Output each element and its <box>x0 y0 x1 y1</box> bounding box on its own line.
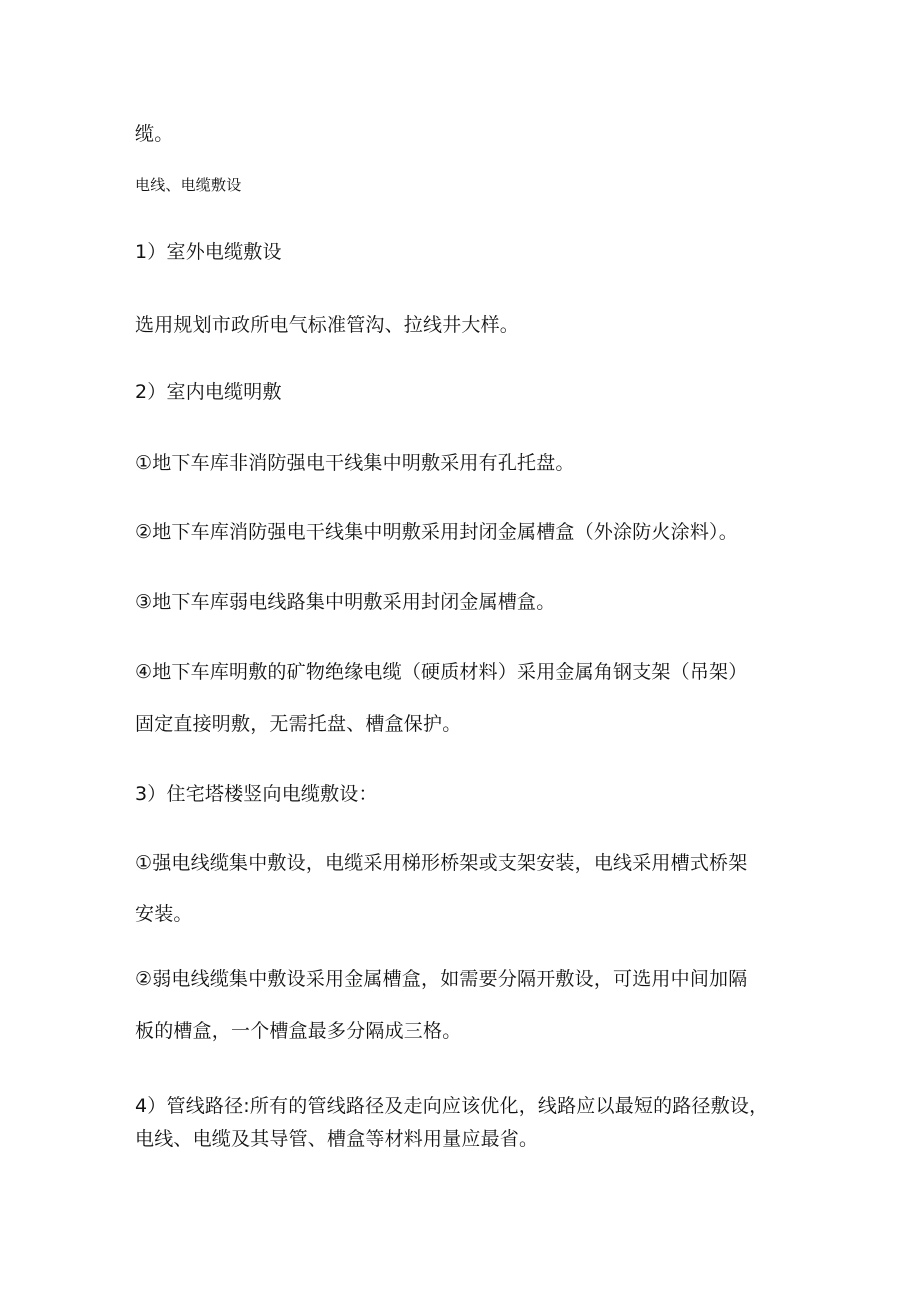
list-item-4: ④地下车库明敷的矿物绝缘电缆（硬质材料）采用金属角钢支架（吊架） <box>135 661 748 683</box>
text-line-continuation: 缆。 <box>135 123 174 145</box>
paragraph-outdoor: 选用规划市政所电气标准管沟、拉线井大样。 <box>135 314 520 336</box>
paragraph-routing: 4）管线路径:所有的管线路径及走向应该优化，线路应以最短的路径敷设， <box>135 1095 769 1117</box>
list-item-3: ③地下车库弱电线路集中明敷采用封闭金属槽盒。 <box>135 591 556 613</box>
list-item-1: ①地下车库非消防强电干线集中明敷采用有孔托盘。 <box>135 452 575 474</box>
section-heading: 电线、电缆敷设 <box>135 176 242 194</box>
list-item-4-continued: 固定直接明敷，无需托盘、槽盒保护。 <box>135 713 462 735</box>
subheading-indoor: 2）室内电缆明敷 <box>135 381 282 403</box>
paragraph-routing-continued: 电线、电缆及其导管、槽盒等材料用量应最省。 <box>135 1128 539 1150</box>
subheading-tower: 3）住宅塔楼竖向电缆敷设： <box>135 783 378 805</box>
list-item-weak-current: ②弱电线缆集中敷设采用金属槽盒，如需要分隔开敷设，可选用中间加隔 <box>135 968 748 990</box>
list-item-strong-current: ①强电线缆集中敷设，电缆采用梯形桥架或支架安装，电线采用槽式桥架 <box>135 852 748 874</box>
list-item-strong-current-continued: 安装。 <box>135 903 193 925</box>
subheading-outdoor: 1）室外电缆敷设 <box>135 241 282 263</box>
list-item-2: ②地下车库消防强电干线集中明敷采用封闭金属槽盒（外涂防火涂料）。 <box>135 521 738 543</box>
list-item-weak-current-continued: 板的槽盒，一个槽盒最多分隔成三格。 <box>135 1020 462 1042</box>
